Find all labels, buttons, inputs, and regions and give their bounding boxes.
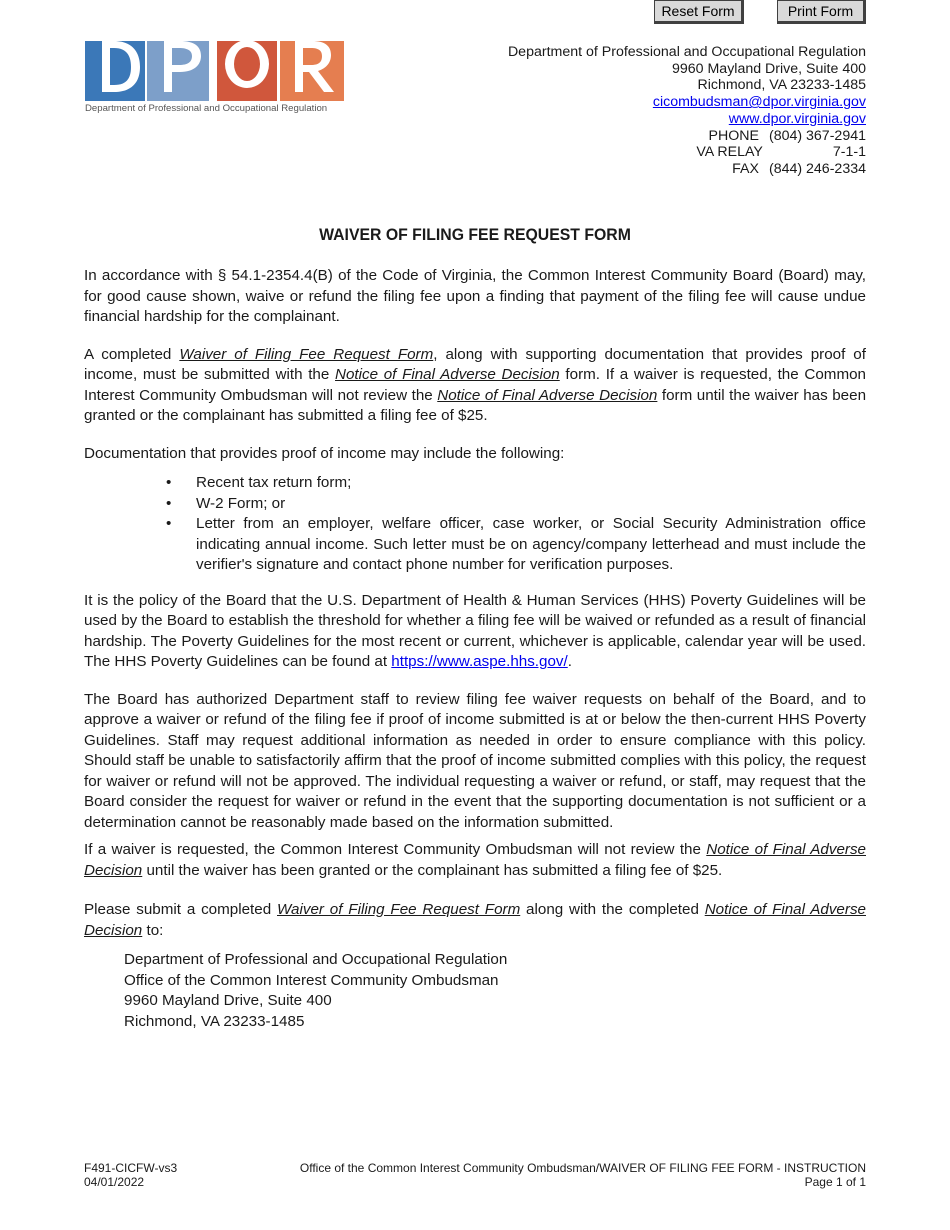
mailing-line: Office of the Common Interest Community Ombudsman [124,971,499,989]
text-span: , along with supporting documentation that provides proof of income, must be submitted with the [84,345,866,383]
paragraph-submission [84,345,866,427]
notice-ref: Notice of Final Adverse Decision [437,386,658,404]
header-address [508,44,866,178]
dpor-logo-mark [84,40,346,102]
text-span: along with the completed [520,901,705,918]
notice-ref: Notice of Final Adverse Decision [84,841,866,879]
text-span: Please submit a completed [84,901,277,918]
footer-right [300,1161,866,1189]
text-span: A completed [84,345,180,363]
text-span: to: [142,921,164,939]
list-item [84,494,866,515]
header-street: 9960 Mayland Drive, Suite 400 [671,60,866,77]
footer-doc-title: Office of the Common Interest Community Ombudsman/WAIVER OF FILING FEE FORM - INSTRUCTION [299,1161,866,1175]
mailing-line: Richmond, VA 23233-1485 [124,1012,305,1030]
text-span: form. If a waiver is requested, the Common Interest Community Ombudsman will not review the [84,366,866,404]
reset-form-button[interactable]: Reset Form [654,0,744,24]
page-number: Page 1 of 1 [804,1175,866,1189]
paragraph-policy [84,591,866,673]
notice-ref: Notice of Final Adverse Decision [84,901,866,939]
paragraph-review [84,840,866,881]
text-span: It is the policy of the Board that the U.S. Department of Health & Human Services (HHS) Poverty Guidelines will be used by the Board to establish the threshold for whether a filing fee will be waived or refunded as a result of financial hardship. The Poverty Guidelines for the most recent or current, whichever is applicable, calendar year will be used. The HHS Poverty Guidelines can be found at [84,591,866,670]
paragraph-submit [84,900,866,941]
text-span: . [567,653,572,670]
list-item-text: Recent tax return form; [196,474,352,491]
logo-subtitle: Department of Professional and Occupational Regulation [85,103,328,114]
bullet-icon: • [166,474,172,491]
phone-row [508,128,866,145]
form-id: F491-CICFW-vs3 [84,1161,178,1175]
form-name-ref: Waiver of Filing Fee Request Form [277,901,521,918]
phone-label: PHONE [708,127,759,144]
document-body [84,266,866,1032]
relay-label: VA RELAY [696,144,763,161]
list-item-text: W-2 Form; or [196,494,286,512]
header-org: Department of Professional and Occupational Regulation [507,44,866,60]
relay-value: 7-1-1 [832,144,866,161]
notice-ref: Notice of Final Adverse Decision [335,366,560,383]
mailing-address [84,950,866,1032]
email-link[interactable]: cicombudsman@dpor.virginia.gov [652,94,866,111]
list-item [84,514,866,576]
header-city: Richmond, VA 23233-1485 [697,77,866,94]
form-date: 04/01/2022 [84,1175,145,1189]
website-link[interactable]: www.dpor.virginia.gov [728,110,866,127]
mailing-line: 9960 Mayland Drive, Suite 400 [124,992,332,1009]
relay-row [508,144,866,161]
fax-value: (844) 246-2334 [768,160,866,177]
mailing-line: Department of Professional and Occupational Regulation [124,951,508,968]
hhs-link[interactable]: https://www.aspe.hhs.gov/ [391,653,568,670]
dpor-logo [84,40,346,120]
bullet-icon: • [166,494,172,512]
form-name-ref: Waiver of Filing Fee Request Form [179,345,434,363]
bullet-icon: • [166,515,172,532]
list-item [84,473,866,494]
fax-label: FAX [732,160,759,177]
page-title: WAIVER OF FILING FEE REQUEST FORM [319,225,631,244]
text-span: If a waiver is requested, the Common Interest Community Ombudsman will not review the [84,841,707,858]
documentation-list [84,473,866,576]
paragraph-statute: In accordance with § 54.1-2354.4(B) of the Code of Virginia, the Common Interest Community Board (Board) may, for good cause shown, waive or refund the filing fee upon a finding that payment of the filing fee will cause undue financial hardship for the complainant. [84,267,866,325]
phone-value: (804) 367-2941 [768,127,866,144]
text-span: form until the waiver has been granted or the complainant has submitted a filing fee of $25. [84,386,867,424]
fax-row [508,161,866,178]
footer-left [84,1161,177,1189]
paragraph-documentation: Documentation that provides proof of income may include the following: [84,444,565,462]
list-item-text: Letter from an employer, welfare officer, case worker, or Social Security Administration office indicating annual income. Such letter must be on agency/company letterhead and must include the verifier's signature and contact phone number for verification purposes. [196,515,866,573]
print-form-button[interactable]: Print Form [777,0,866,24]
text-span: until the waiver has been granted or the complainant has submitted a filing fee of $25. [142,861,723,879]
paragraph-authorization: The Board has authorized Department staff to review filing fee waiver requests on behalf of the Board, and to approve a waiver or refund of the filing fee if proof of income submitted is at or below the then-current HHS Poverty Guidelines. Staff may request additional information as needed in order to ensure compliance with this policy. Should staff be unable to satisfactorily affirm that the proof of income submitted complies with this policy, the request for waiver or refund will not be approved. The individual requesting a waiver or refund, or staff, may request that the Board consider the request for waiver or refund in the event that the supporting documentation is not sufficient or a determination cannot be reasonably made based on the information submitted. [84,690,866,831]
